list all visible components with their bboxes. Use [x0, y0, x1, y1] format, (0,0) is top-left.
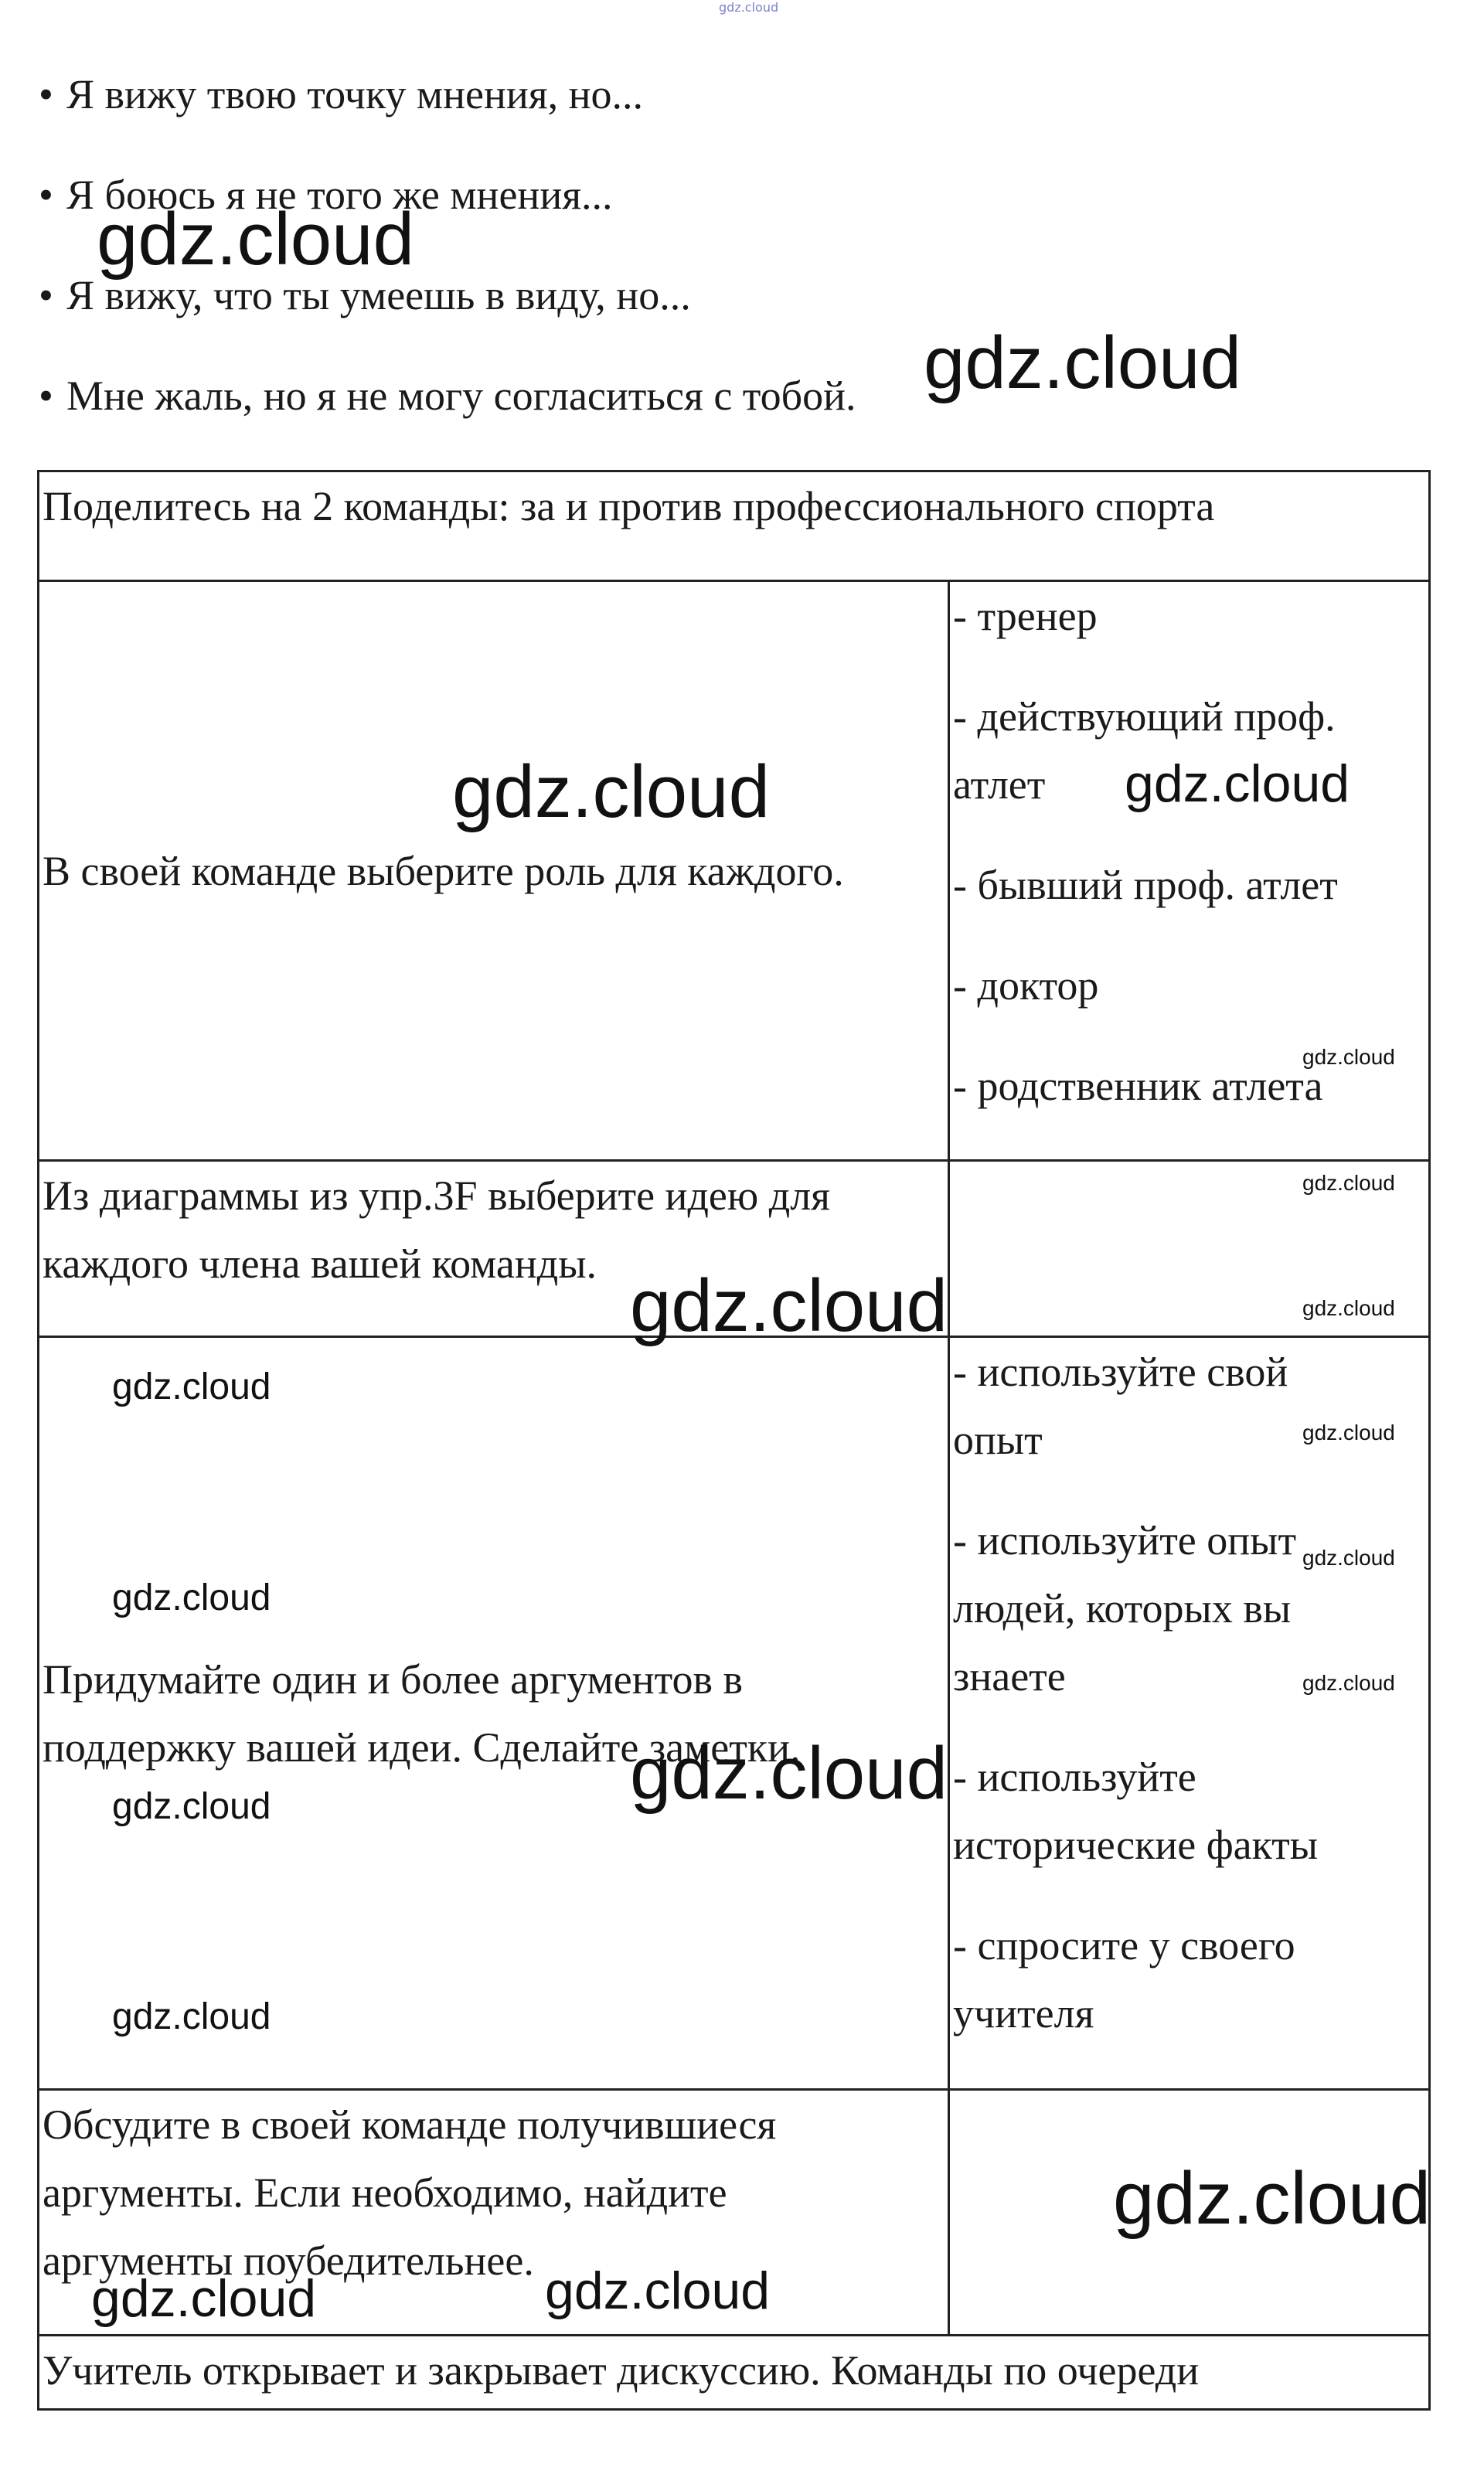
cell-text: Поделитесь на 2 команды: за и против профессионального спорта — [43, 483, 1215, 529]
tip-item: исторические факты — [953, 1822, 1319, 1868]
watermark-logo: gdz.cloud — [1302, 1671, 1395, 1695]
list-item — [39, 267, 856, 323]
role-item: - бывший проф. атлет — [953, 862, 1338, 908]
role-item: - действующий проф. — [953, 693, 1336, 740]
table-row — [39, 1337, 1430, 2090]
header-watermark: gdz.cloud — [719, 0, 779, 15]
tip-item: - используйте — [953, 1754, 1196, 1800]
table-cell — [39, 1161, 949, 1337]
watermark-logo: gdz.cloud — [545, 2261, 771, 2320]
table-cell — [39, 2090, 949, 2336]
list-item — [39, 167, 856, 223]
watermark-logo: gdz.cloud — [97, 198, 414, 281]
phrase-text: Я вижу, что ты умеешь в виду, но... — [66, 272, 691, 318]
tip-item: - спросите у своего — [953, 1922, 1295, 1968]
table-row — [39, 1161, 1430, 1337]
phrase-text: Мне жаль, но я не могу согласиться с тобой. — [66, 373, 856, 419]
tip-item: - используйте опыт — [953, 1517, 1297, 1564]
watermark-logo: gdz.cloud — [91, 2269, 317, 2328]
task-table — [37, 470, 1431, 2411]
tip-item: - используйте свой — [953, 1349, 1288, 1395]
table-cell — [949, 581, 1430, 1161]
watermark-logo: gdz.cloud — [1302, 1421, 1395, 1444]
bullet-icon: • — [39, 373, 53, 419]
cell-text: Придумайте один и более аргументов в — [43, 1655, 743, 1703]
bullet-icon: • — [39, 71, 53, 117]
table-cell — [949, 1337, 1430, 2090]
table-cell — [39, 471, 1430, 581]
watermark-logo: gdz.cloud — [1302, 1546, 1395, 1570]
tip-item: учителя — [953, 1990, 1094, 2037]
table-cell — [39, 2336, 1430, 2410]
role-item: - доктор — [953, 962, 1099, 1009]
cell-text: аргументы. Если необходимо, найдите — [43, 2169, 727, 2216]
cell-text: Из диаграммы из упр.3F выберите идею для — [43, 1172, 830, 1219]
watermark-logo: gdz.cloud — [112, 1577, 271, 1618]
watermark-logo: gdz.cloud — [112, 1366, 271, 1407]
table-cell — [39, 1337, 949, 2090]
cell-text: Обсудите в своей команде получившиеся — [43, 2101, 777, 2148]
cell-text: каждого члена вашей команды. — [43, 1240, 597, 1287]
watermark-logo: gdz.cloud — [112, 1786, 271, 1827]
cell-text: В своей команде выберите роль для каждого. — [43, 847, 844, 894]
table-cell — [39, 581, 949, 1161]
bullet-icon: • — [39, 172, 53, 218]
tip-item: знаете — [953, 1653, 1066, 1700]
tip-item: людей, которых вы — [953, 1585, 1292, 1632]
watermark-logo: gdz.cloud — [1302, 1296, 1395, 1320]
watermark-logo: gdz.cloud — [1302, 1045, 1395, 1069]
watermark-logo: gdz.cloud — [1302, 1171, 1395, 1195]
watermark-logo: gdz.cloud — [1125, 754, 1350, 813]
tip-item: опыт — [953, 1417, 1043, 1463]
watermark-logo: gdz.cloud — [630, 1732, 948, 1815]
table-cell — [949, 1161, 1430, 1337]
watermark-logo: gdz.cloud — [1113, 2157, 1431, 2240]
cell-text: поддержку вашей идеи. Сделайте заметки. — [43, 1723, 801, 1771]
watermark-logo: gdz.cloud — [630, 1264, 948, 1347]
table-row — [39, 471, 1430, 581]
phrase-text: Я вижу твою точку мнения, но... — [66, 71, 643, 117]
table-row — [39, 581, 1430, 1161]
list-item — [39, 66, 856, 122]
cell-text: аргументы поубедительнее. — [43, 2237, 534, 2284]
watermark-logo: gdz.cloud — [112, 1996, 271, 2037]
table-row — [39, 2090, 1430, 2336]
bullet-icon: • — [39, 272, 53, 318]
phrase-list — [39, 66, 856, 468]
cell-text: Учитель открывает и закрывает дискуссию. Команды по очереди — [43, 2347, 1200, 2394]
role-item: - тренер — [953, 593, 1098, 639]
phrase-text: Я боюсь я не того же мнения... — [66, 172, 613, 218]
list-item — [39, 368, 856, 424]
role-item: - родственник атлета — [953, 1063, 1323, 1109]
table-row — [39, 2336, 1430, 2410]
watermark-logo: gdz.cloud — [924, 322, 1241, 404]
watermark-logo: gdz.cloud — [452, 750, 770, 833]
role-item: атлет — [953, 761, 1046, 808]
table-cell — [949, 2090, 1430, 2336]
